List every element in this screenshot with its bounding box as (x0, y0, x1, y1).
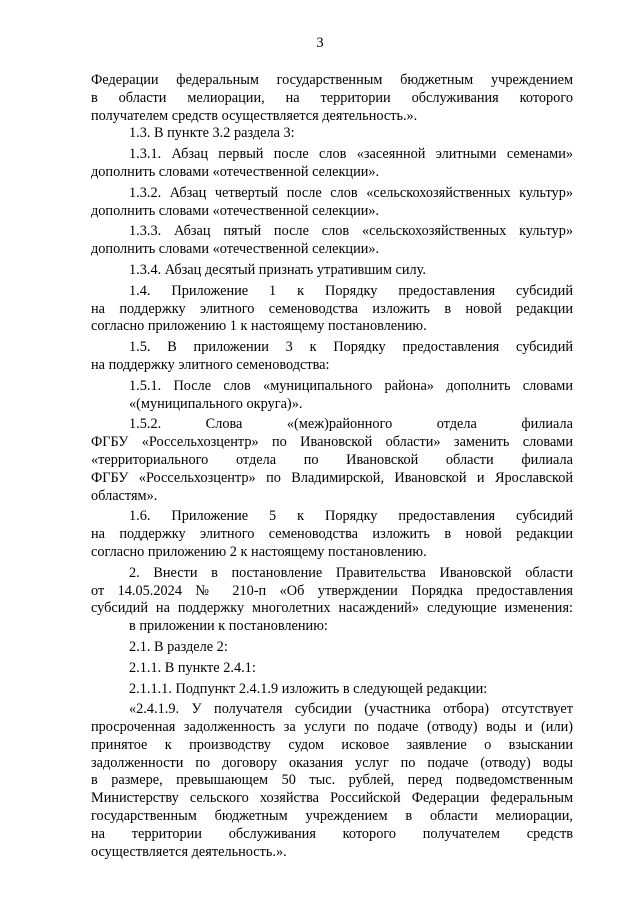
text-line: принятое к производству судом исковое заявление о взыскании (91, 736, 573, 753)
text-line: Министерству сельского хозяйства Российской Федерации федеральным (91, 790, 573, 807)
text-line: 1.5.2. Слова «(меж)районного отдела филиала (129, 416, 573, 433)
text-line: дополнить словами «отечественной селекции». (91, 202, 380, 219)
page-number: 3 (316, 35, 324, 51)
text-line: 1.4. Приложение 1 к Порядку предоставления субсидий (129, 282, 573, 299)
text-line: в приложении к постановлению: (129, 618, 328, 635)
text-line: государственным бюджетным учреждением в области мелиорации, (91, 808, 573, 825)
text-line: Федерации федеральным государственным бюджетным учреждением (91, 72, 573, 88)
text-line: 1.3.3. Абзац пятый после слов «сельскохозяйственных культур» (129, 223, 573, 240)
text-line: «территориального отдела по Ивановской области филиала (91, 451, 573, 468)
text-line: 1.5. В приложении 3 к Порядку предоставления субсидий (129, 339, 573, 356)
text-line: ФГБУ «Россельхозцентр» по Владимирской, Ивановской и Ярославской (91, 469, 573, 486)
text-line: 2.1.1. В пункте 2.4.1: (129, 659, 256, 676)
text-line: осуществляется деятельность.». (91, 843, 287, 860)
text-line: субсидий на поддержку многолетних насаждений» следующие изменения: (91, 600, 573, 617)
text-line: согласно приложению 2 к настоящему постановлению. (91, 543, 427, 560)
text-line: получателем средств осуществляется деятельность.». (91, 107, 418, 124)
text-line: 2.1. В разделе 2: (129, 638, 228, 655)
text-line: 1.3.4. Абзац десятый признать утратившим силу. (129, 261, 426, 278)
text-line: ФГБУ «Россельхозцентр» по Ивановской области» заменить словами (91, 434, 573, 451)
text-line: в области мелиорации, на территории обслуживания которого (91, 89, 573, 106)
text-line: «(муниципального округа)». (129, 395, 303, 412)
document-body (91, 72, 573, 861)
text-line: областям». (91, 487, 158, 504)
text-line: просроченная задолженность за услуги по подаче (отводу) воды и (или) (91, 719, 573, 736)
text-line: дополнить словами «отечественной селекции». (91, 241, 380, 258)
text-line: 2.1.1.1. Подпункт 2.4.1.9 изложить в следующей редакции: (129, 680, 488, 697)
text-line: 1.3.2. Абзац четвертый после слов «сельскохозяйственных культур» (129, 184, 573, 201)
text-line: от 14.05.2024 № 210-п «Об утверждении Порядка предоставления (91, 582, 573, 599)
text-line: «2.4.1.9. У получателя субсидии (участника отбора) отсутствует (129, 701, 573, 718)
text-line: на поддержку элитного семеноводства изложить в новой редакции (91, 526, 573, 543)
text-line: на поддержку элитного семеноводства изложить в новой редакции (91, 300, 573, 317)
text-line: 1.6. Приложение 5 к Порядку предоставления субсидий (129, 508, 573, 525)
text-line: на поддержку элитного семеноводства: (91, 356, 330, 373)
text-line: на территории обслуживания которого получателем средств (91, 825, 573, 842)
text-line: 1.3. В пункте 3.2 раздела 3: (129, 125, 295, 142)
text-line: согласно приложению 1 к настоящему постановлению. (91, 318, 427, 335)
text-line: 1.3.1. Абзац первый после слов «засеянной элитными семенами» (129, 146, 573, 163)
text-line: 1.5.1. После слов «муниципального района» дополнить словами (129, 377, 573, 394)
text-line: дополнить словами «отечественной селекции». (91, 163, 380, 180)
text-line: задолженности по договору оказания услуг по подаче (отводу) воды (91, 754, 573, 771)
text-line: 2. Внести в постановление Правительства Ивановской области (129, 564, 573, 581)
text-line: в размере, превышающем 50 тыс. рублей, перед подведомственным (91, 772, 573, 789)
